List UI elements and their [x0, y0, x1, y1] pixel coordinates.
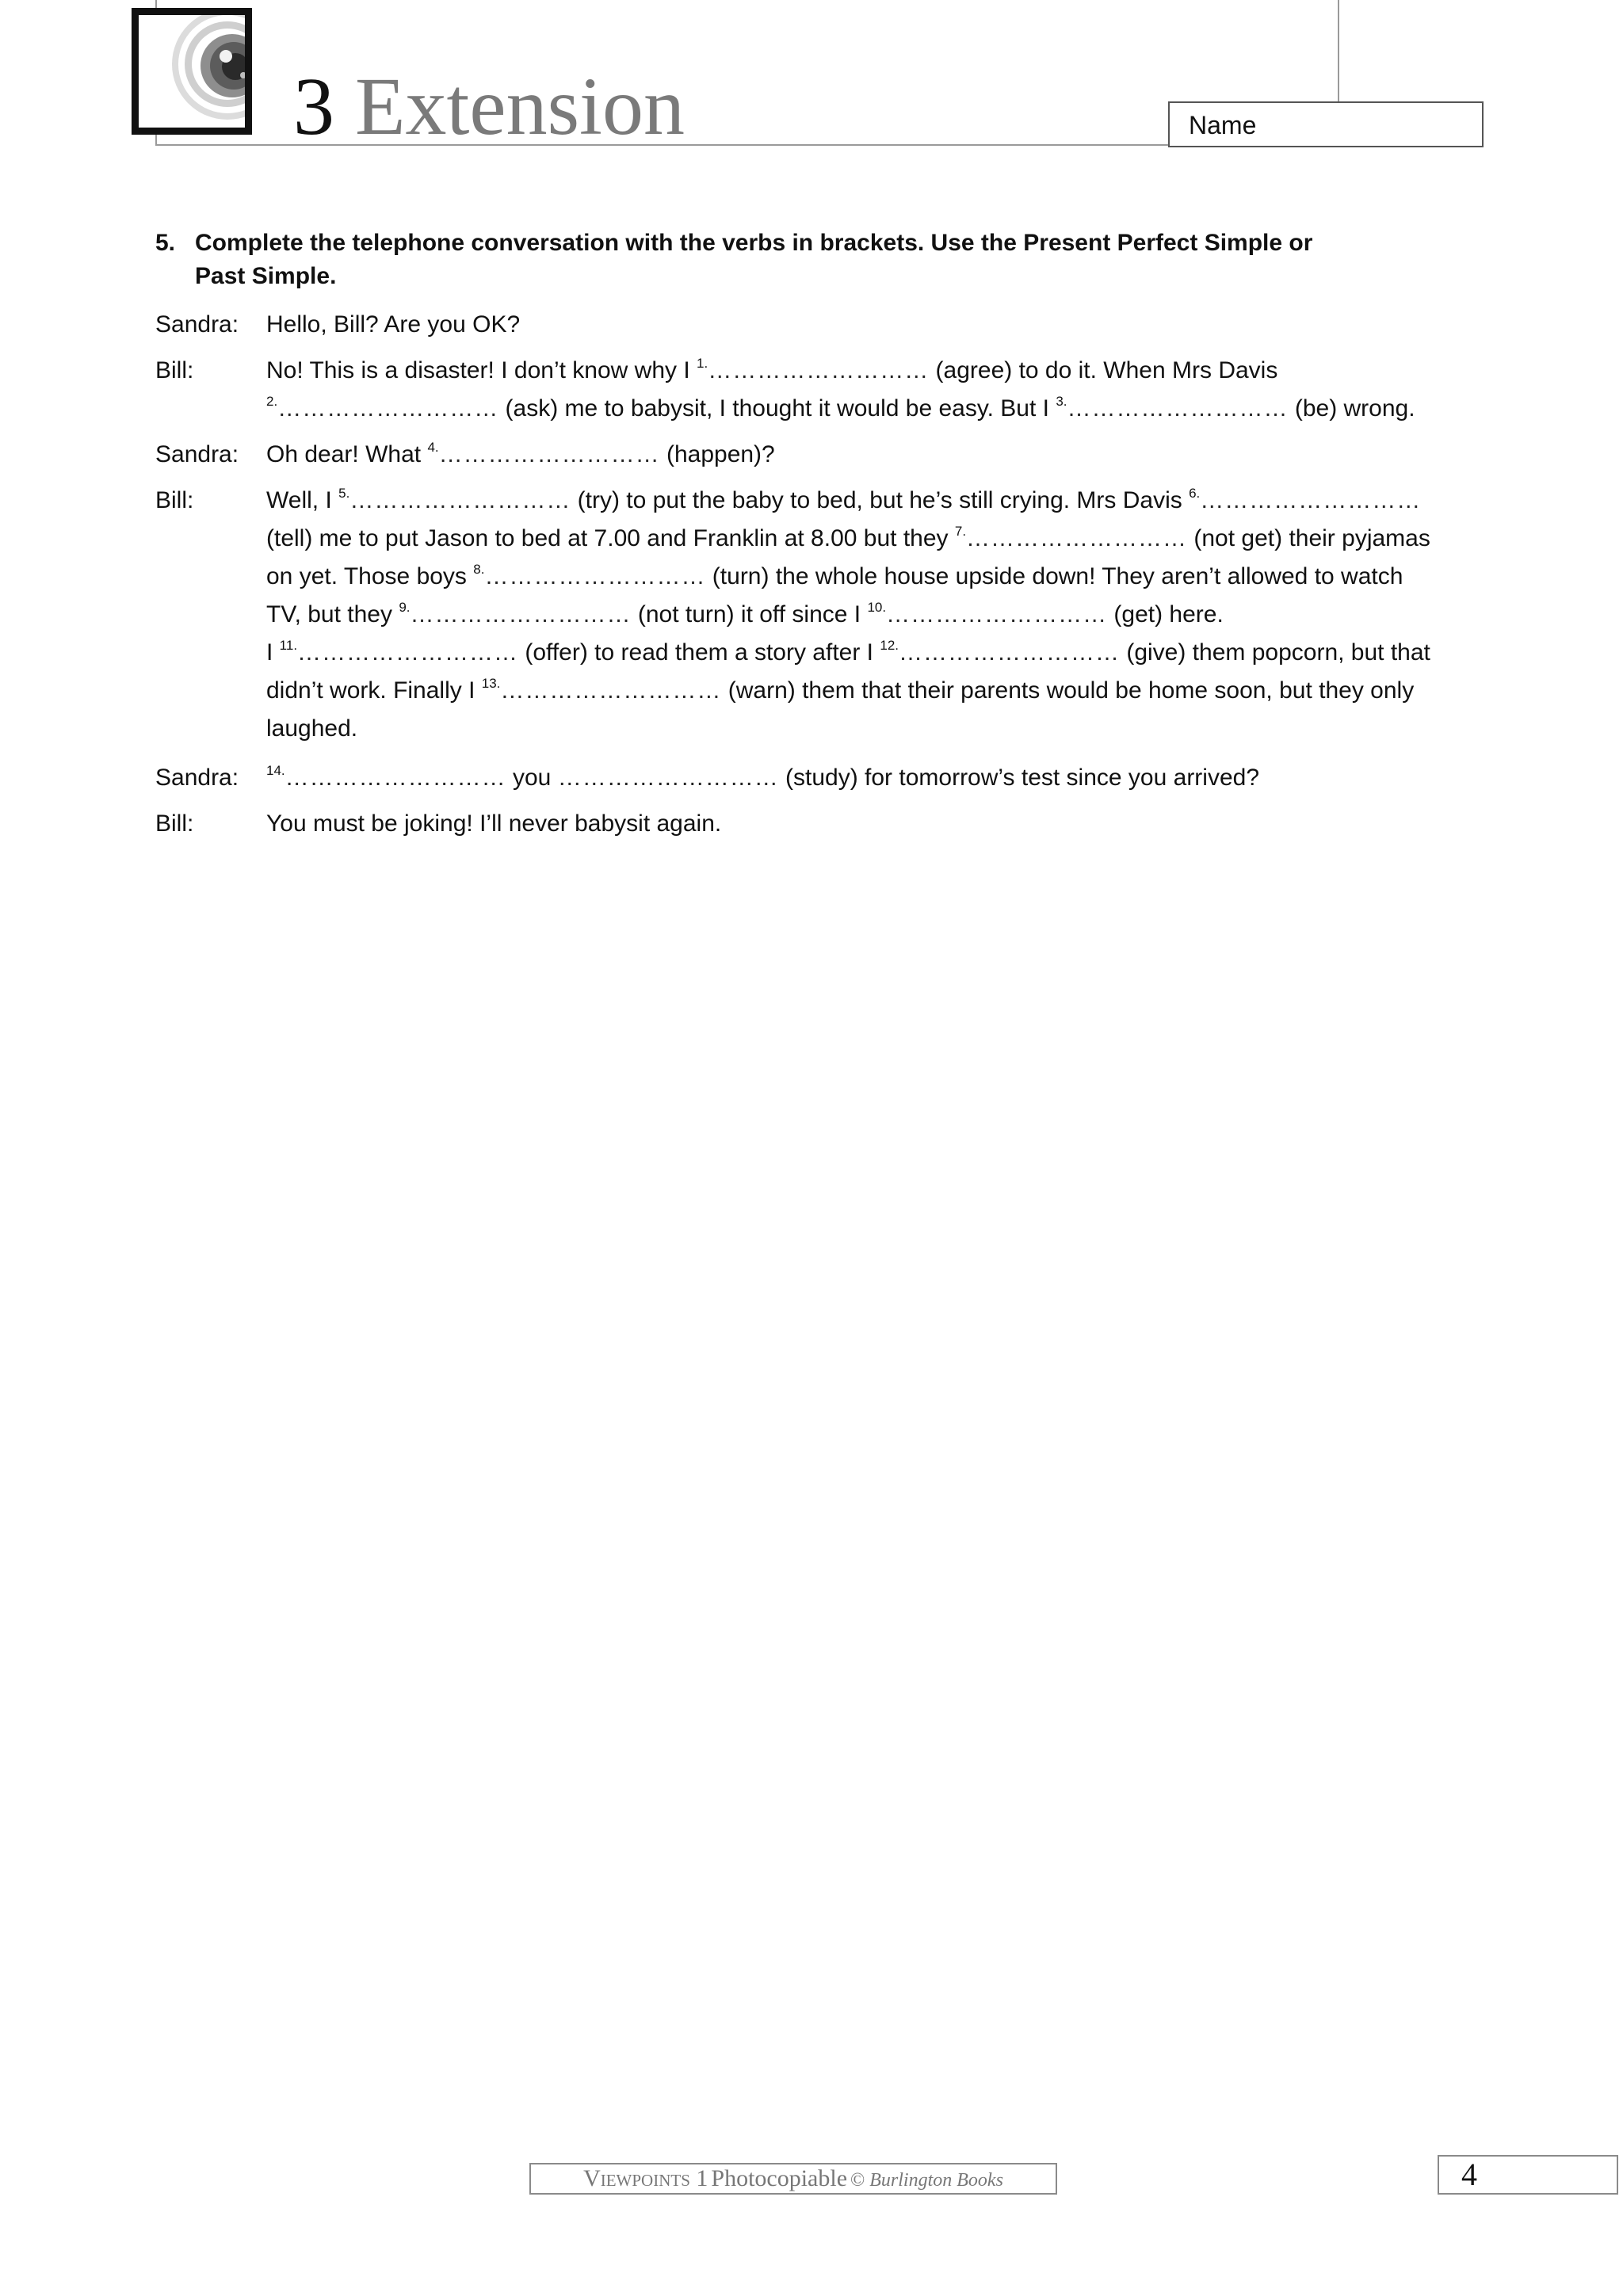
gap-number: 9. — [399, 600, 411, 615]
turn-lines — [266, 352, 1487, 428]
dialogue-text: (be) wrong. — [1288, 395, 1415, 421]
speaker-label: Sandra: — [155, 441, 239, 467]
dialogue-text: you — [506, 765, 558, 791]
dialogue-line — [266, 352, 1487, 390]
answer-blank[interactable]: ……………………… — [297, 639, 519, 666]
dialogue-text: (give) them popcorn, but that — [1120, 639, 1430, 666]
unit-number: 3 — [293, 61, 334, 152]
eye-logo-icon — [139, 15, 245, 128]
name-label: Name — [1189, 111, 1257, 139]
gap-number: 10. — [867, 600, 887, 615]
speaker-label: Sandra: — [155, 765, 239, 791]
dialogue-text: Oh dear! What — [266, 441, 428, 467]
dialogue-text: Well, I — [266, 487, 339, 513]
answer-blank[interactable]: ……………………… — [349, 487, 571, 513]
gap-number: 8. — [473, 562, 485, 577]
unit-title-word: Extension — [355, 61, 685, 152]
gap-number: 7. — [954, 524, 967, 539]
logo — [132, 8, 252, 135]
answer-blank[interactable]: ……………………… — [277, 395, 499, 421]
dialogue-line — [266, 759, 1487, 797]
answer-blank[interactable]: ……………………… — [410, 601, 632, 627]
dialogue-text: (warn) them that their parents would be home soon, but they only — [721, 677, 1415, 704]
answer-blank[interactable]: ……………………… — [438, 441, 660, 467]
dialogue-text: You must be joking! I’ll never babysit again. — [266, 810, 722, 837]
dialogue-text: (ask) me to babysit, I thought it would be easy. But I — [498, 395, 1056, 421]
footer-publisher: Burlington Books — [869, 2170, 1003, 2191]
dialogue-text: (tell) me to put Jason to bed at 7.00 and Franklin at 8.00 but they — [266, 525, 955, 551]
speaker-label: Sandra: — [155, 311, 239, 338]
gap-number: 12. — [880, 638, 899, 653]
dialogue-text: No! This is a disaster! I don’t know why I — [266, 357, 697, 383]
dialogue-text: (not turn) it off since I — [631, 601, 868, 627]
dialogue-line — [266, 306, 1487, 344]
answer-blank[interactable]: ……………………… — [484, 563, 706, 589]
gap-number: 1. — [697, 356, 708, 371]
answer-blank[interactable]: ……………………… — [557, 765, 779, 791]
exercise-number: 5. — [155, 230, 176, 256]
dialogue-text: laughed. — [266, 715, 358, 742]
gap-number: 4. — [427, 440, 439, 455]
dialogue-text: (get) here. — [1107, 601, 1224, 627]
gap-number: 2. — [266, 394, 278, 409]
speaker-label: Bill: — [155, 810, 194, 837]
dialogue-text: I — [266, 639, 280, 666]
dialogue-text: (agree) to do it. When Mrs Davis — [929, 357, 1278, 383]
answer-blank[interactable]: ……………………… — [500, 677, 722, 704]
answer-blank[interactable]: ……………………… — [1067, 395, 1289, 421]
answer-blank[interactable]: ……………………… — [285, 765, 506, 791]
speaker-label: Bill: — [155, 357, 194, 383]
unit-title — [293, 55, 685, 158]
footer-credit — [529, 2163, 1057, 2195]
gap-number: 6. — [1189, 486, 1201, 501]
instruction-line-1: Complete the telephone conversation with the verbs in brackets. Use the Present Perfect Simple or — [195, 230, 1313, 256]
dialogue-line — [266, 634, 1487, 672]
name-field[interactable] — [1168, 101, 1484, 147]
dialogue-text: on yet. Those boys — [266, 563, 474, 589]
dialogue-line — [266, 520, 1487, 558]
answer-blank[interactable]: ……………………… — [708, 357, 930, 383]
answer-blank[interactable]: ……………………… — [886, 601, 1108, 627]
turn-lines — [266, 306, 1487, 344]
footer-series: Viewpoints 1 — [583, 2165, 708, 2191]
footer-photocopiable: Photocopiable — [711, 2165, 848, 2191]
dialogue-text: (try) to put the baby to bed, but he’s still crying. Mrs Davis — [571, 487, 1190, 513]
answer-blank[interactable]: ……………………… — [1200, 487, 1422, 513]
dialogue-line — [266, 710, 1487, 748]
answer-blank[interactable]: ……………………… — [966, 525, 1188, 551]
dialogue-line — [266, 596, 1487, 634]
gap-number: 13. — [481, 676, 501, 691]
dialogue-text: (study) for tomorrow’s test since you arrived? — [778, 765, 1260, 791]
turn-lines — [266, 436, 1487, 474]
dialogue-text: Hello, Bill? Are you OK? — [266, 311, 521, 338]
dialogue-text: (turn) the whole house upside down! They aren’t allowed to watch — [705, 563, 1403, 589]
gap-number: 11. — [279, 638, 298, 653]
dialogue-line — [266, 805, 1487, 843]
turn-lines — [266, 482, 1487, 748]
dialogue-text: TV, but they — [266, 601, 399, 627]
gap-number: 14. — [266, 763, 285, 778]
turn-lines — [266, 759, 1487, 797]
dialogue-line — [266, 558, 1487, 596]
gap-number: 3. — [1056, 394, 1067, 409]
dialogue-line — [266, 482, 1487, 520]
exercise-instruction — [155, 227, 1471, 293]
gap-number: 5. — [338, 486, 350, 501]
dialogue-line — [266, 390, 1487, 428]
turn-lines — [266, 805, 1487, 843]
answer-blank[interactable]: ……………………… — [899, 639, 1120, 666]
page-number: 4 — [1438, 2155, 1618, 2195]
dialogue-text: (not get) their pyjamas — [1187, 525, 1430, 551]
speaker-label: Bill: — [155, 487, 194, 513]
dialogue-text: didn’t work. Finally I — [266, 677, 482, 704]
dialogue-line — [266, 672, 1487, 710]
dialogue-text: (happen)? — [659, 441, 775, 467]
dialogue-line — [266, 436, 1487, 474]
instruction-line-2: Past Simple. — [195, 263, 337, 289]
footer-copyright: © — [850, 2170, 870, 2191]
dialogue-text: (offer) to read them a story after I — [518, 639, 880, 666]
